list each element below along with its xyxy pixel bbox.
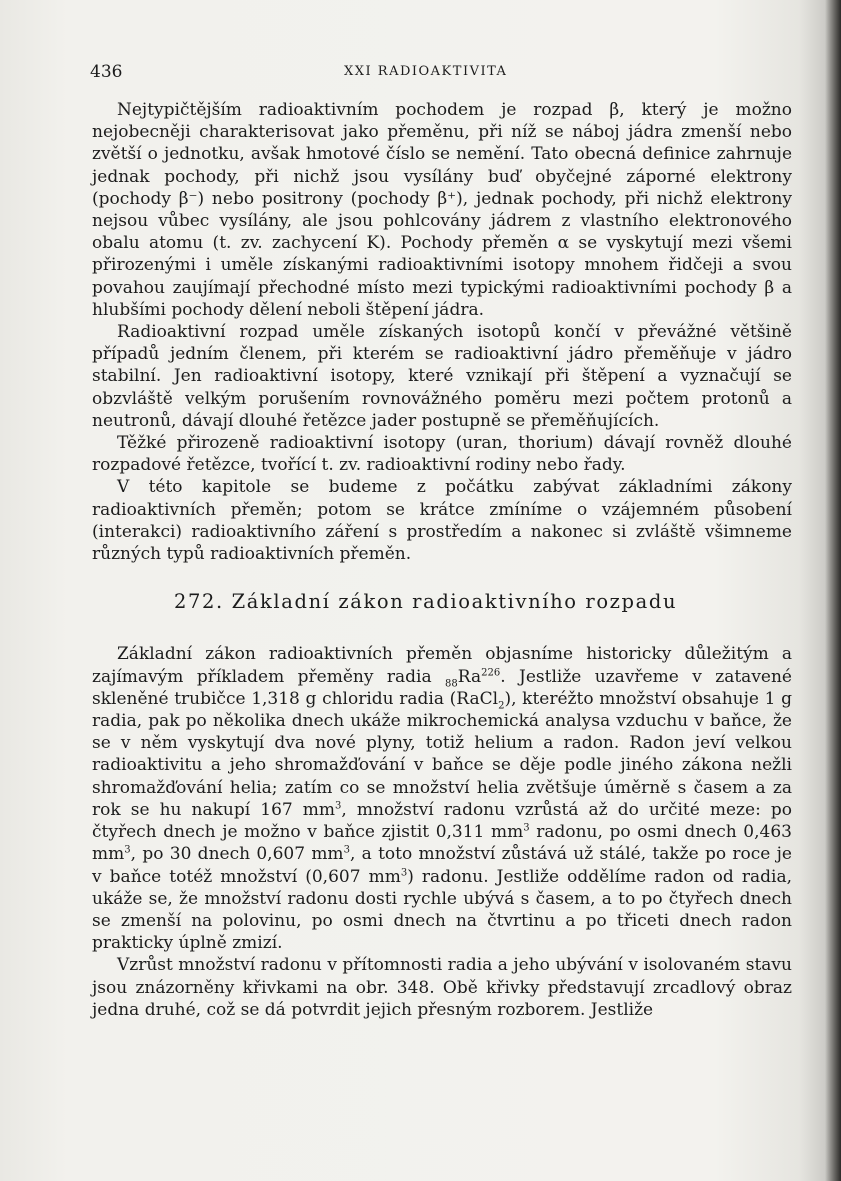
paragraph-radium-experiment: [92, 643, 792, 954]
exponent: 3: [400, 866, 408, 878]
atomic-number: 88: [445, 678, 458, 690]
body-text: [92, 99, 792, 1021]
exponent: 3: [335, 800, 342, 812]
paragraph-radon-curves: Vzrůst množství radonu v přítomnosti radia a jeho ubývání v isolovaném stavu jsou znázorněny křivkami na obr. 348. Obě křivky představují zrcadlový obraz jedna druhé, což se dá potvrdit jejich přesným rozborem. Jestliže: [92, 955, 792, 1020]
text-run: radonu, po osmi dnech 0,463 mm: [92, 822, 792, 865]
paragraph-chapter-outline: V této kapitole se budeme z počátku zabývat základními zákony radioaktivních přeměn; potom se krátce zmíníme o vzájemném působení (interakci) radioaktivního záření s prostředím a nakonec si zvláště všimneme různých typů radioaktivních přeměn.: [92, 477, 792, 565]
text-run: ) radonu. Jestliže oddělíme radon od radia, ukáže se, že množství radonu dosti rychle ubývá s časem, a to po čtyřech dnech se zmenší na polovinu, po osmi dnech na čtvrtinu a po třiceti dnech radon prakticky úplně zmizí.: [92, 866, 792, 954]
page-number: 436: [90, 62, 123, 82]
text-run: , množství radonu vzrůstá až do určité meze: po čtyřech dnech je možno v baňce zjistit 0,311 mm: [92, 799, 792, 843]
paragraph-natural-series: Těžké přirozeně radioaktivní isotopy (uran, thorium) dávají rovněž dlouhé rozpadové řetězce, tvořící t. zv. radioaktivní rodiny nebo řady.: [92, 433, 792, 476]
page-header: [90, 62, 790, 86]
paragraph-decay-chains: Radioaktivní rozpad uměle získaných isotopů končí v převážné většině případů jedním členem, při kterém se radioaktivní jádro přeměňuje v jádro stabilní. Jen radioaktivní isotopy, které vznikají při štěpení a vyznačují se obzvláště velkým porušením rovnovážného poměru mezi počtem protonů a neutronů, dávají dlouhé řetězce jader postupně se přeměňujících.: [92, 322, 792, 431]
section-title: Základní zákon radioaktivního rozpadu: [231, 590, 678, 614]
section-number: 272.: [174, 590, 224, 614]
exponent: 3: [124, 844, 131, 856]
text-run: , a toto množství zůstává už stálé, takže po roce je v baňce totéž množství (0,607 mm: [92, 844, 792, 887]
paragraph-beta-decay: Nejtypičtějším radioaktivním pochodem je rozpad β, který je možno nejobecněji charakterisovat jako přeměnu, při níž se náboj jádra zmenší nebo zvětší o jednotku, avšak hmotové číslo se nemění. Tato obecná definice zahrnuje jednak pochody, při nichž jsou vysílány buď obyčejné záporné elektrony (pochody β⁻) nebo positrony (pochody β⁺), jednak pochody, při nichž elektrony nejsou vůbec vysílány, ale jsou pohlcovány jádrem z vlastního elektronového obalu atomu (t. zv. zachycení K). Pochody přeměn α se vyskytují mezi všemi přirozenými i uměle získanými radioaktivními isotopy mnohem řidčeji a svou povahou zaujímají přechodné místo mezi typickými radioaktivními pochody β a hlubšími pochody dělení neboli štěpení jádra.: [92, 100, 792, 320]
text-run: , po 30 dnech 0,607 mm: [130, 844, 344, 865]
exponent: 3: [343, 844, 350, 856]
mass-number: 226: [481, 667, 501, 679]
element-symbol: Ra: [457, 666, 482, 687]
book-spine-shadow: [825, 0, 841, 1181]
text-run: ), kteréžto množství obsahuje 1 g radia, pak po několika dnech ukáže mikrochemická analysa vzduchu v baňce, že se v něm vyskytují dva nové plyny, totiž helium a radon. Radon jeví velkou radioaktivitu a jeho shromažďování v baňce se děje podle jiného zákona nežli shromažďování helia; zatím co se množství helia zvětšuje úměrně s časem a za rok se hu nakupí 167 mm: [92, 688, 792, 820]
exponent: 3: [523, 822, 530, 834]
section-heading: [92, 591, 792, 613]
running-head: XXI RADIOAKTIVITA: [344, 64, 508, 79]
text-run: Základní zákon radioaktivních přeměn objasníme historicky důležitým a zajímavým příkladem přeměny radia: [92, 644, 792, 687]
text-run: . Jestliže uzavřeme v zatavené skleněné trubičce 1,318 g chloridu radia (RaCl: [92, 666, 792, 709]
subscript: 2: [498, 700, 505, 712]
